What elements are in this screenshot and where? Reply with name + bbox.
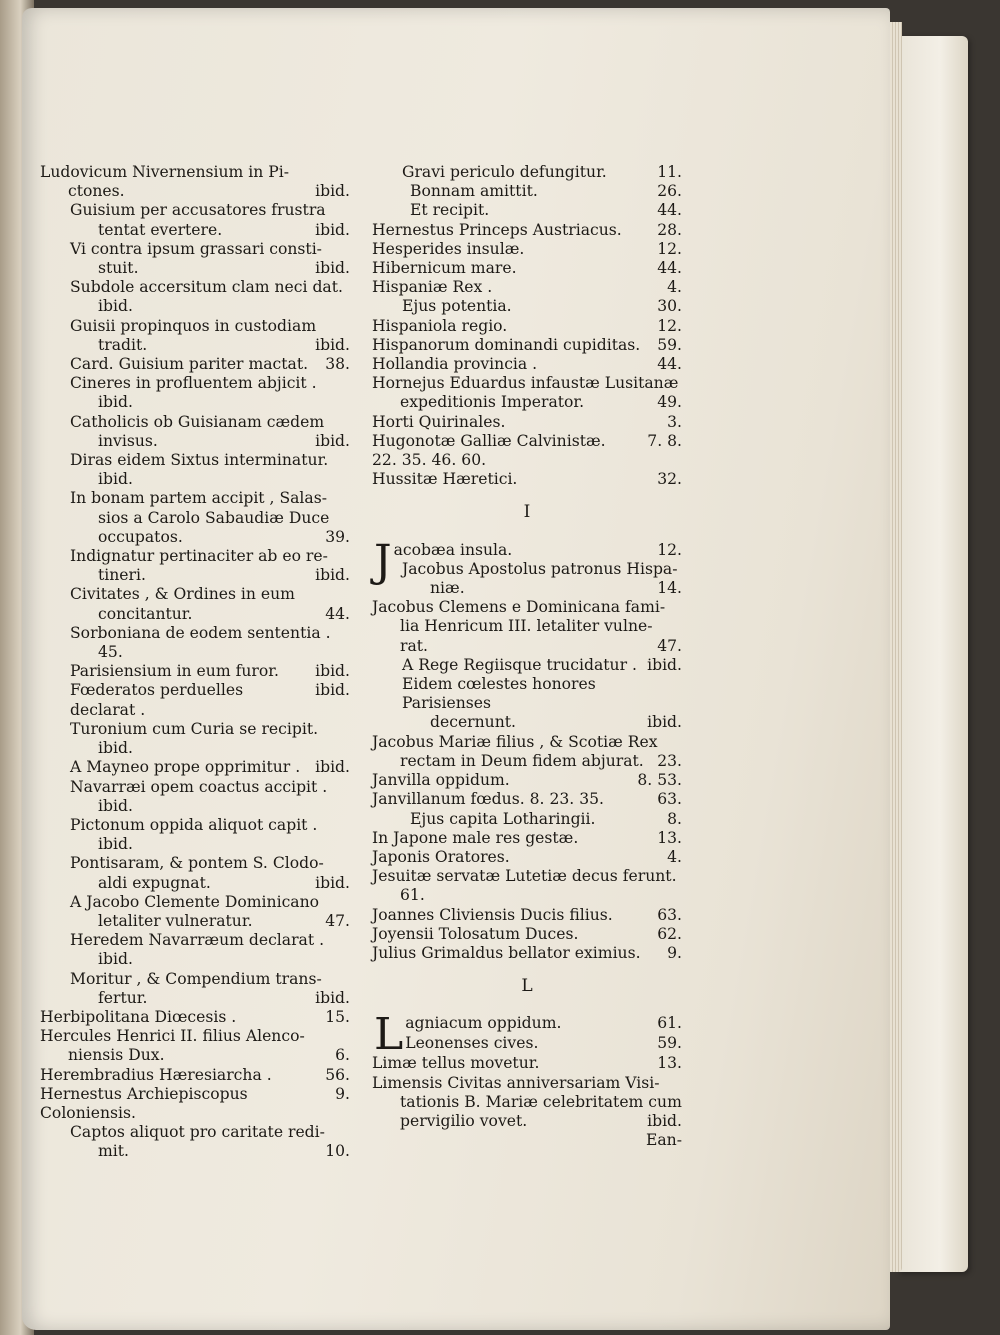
- entry-text: Joannes Cliviensis Ducis filius.: [372, 905, 613, 924]
- entry-page-ref: 44.: [657, 355, 682, 374]
- index-entry: [40, 1123, 350, 1161]
- entry-text: Julius Grimaldus bellator eximius.: [372, 943, 641, 962]
- entry-page-ref: ibid.: [315, 662, 350, 681]
- entry-text: sios a Carolo Sabaudiæ Duce: [98, 508, 330, 527]
- entry-page-ref: 44.: [657, 201, 682, 220]
- entry-page-ref: 49.: [657, 393, 682, 412]
- entry-text: In bonam partem accipit , Salas-: [70, 489, 327, 508]
- index-entry: [372, 278, 682, 297]
- entry-page-ref: ibid.: [315, 681, 350, 700]
- entry-page-ref: ibid.: [315, 431, 350, 450]
- entry-text: A Mayneo prope opprimitur .: [70, 758, 301, 777]
- index-entry: [40, 624, 350, 662]
- index-entry: [40, 1066, 350, 1085]
- entry-page-ref: 26.: [657, 182, 682, 201]
- index-entry: [40, 201, 350, 239]
- index-entry: [372, 848, 682, 867]
- index-entry: [40, 758, 350, 777]
- section-heading-l: L: [521, 976, 533, 997]
- entry-text: occupatos.: [98, 527, 183, 546]
- index-entries-i: [372, 560, 682, 963]
- entry-text: Parisiensium in eum furor.: [70, 662, 279, 681]
- index-entry: [372, 906, 682, 925]
- index-entry: [372, 790, 682, 809]
- index-entry: [40, 240, 350, 278]
- index-entry: [40, 1085, 350, 1123]
- entry-page-ref: 13.: [657, 828, 682, 847]
- entry-page-ref: 47.: [325, 911, 350, 930]
- entry-page-ref: 30.: [657, 297, 682, 316]
- index-entries-h-continued: [372, 163, 682, 489]
- entry-page-ref: ibid.: [315, 758, 350, 777]
- entry-text: Card. Guisium pariter mactat.: [70, 355, 309, 374]
- index-entry: [372, 867, 682, 905]
- entry-text: Joyensii Tolosatum Duces.: [372, 924, 579, 943]
- entry-page-ref: 12.: [657, 540, 682, 559]
- index-entry: [40, 1008, 350, 1027]
- index-entry: [372, 451, 682, 470]
- entry-page-ref: 32.: [657, 470, 682, 489]
- entry-page-ref: 59.: [657, 1033, 682, 1052]
- entry-page-ref: ibid.: [315, 566, 350, 585]
- section-l-first-entries: [372, 1009, 682, 1061]
- entry-text: concitantur.: [98, 604, 193, 623]
- entry-page-ref: 8.: [667, 809, 682, 828]
- entry-text: Et recipit.: [410, 201, 490, 220]
- index-entry: [372, 201, 682, 220]
- entry-page-ref: 12.: [657, 239, 682, 258]
- entry-text: 22. 35. 46. 60.: [372, 451, 487, 470]
- entry-page-ref: 7. 8.: [647, 431, 682, 450]
- entry-text: Hispaniola regio.: [372, 316, 508, 335]
- entry-text: letaliter vulneratur.: [98, 911, 253, 930]
- index-entry: [40, 681, 350, 719]
- entry-text: Pontisaram, & pontem S. Clodo-: [70, 854, 324, 873]
- index-entry: [372, 810, 682, 829]
- entry-page-ref: 62.: [657, 924, 682, 943]
- entry-page-ref: 61.: [657, 1014, 682, 1033]
- entry-text: expeditionis Imperator.: [400, 393, 585, 412]
- entry-text: Heredem Navarræum declarat .: [70, 931, 325, 950]
- index-entry: [40, 278, 350, 316]
- entry-page-ref: ibid.: [315, 220, 350, 239]
- entry-text: acobæa insula.: [393, 540, 513, 559]
- entry-text: Hernestus Archiepiscopus Coloniensis.: [40, 1084, 248, 1122]
- index-entry: [372, 1054, 682, 1073]
- entry-text: Eidem cœlestes honores Parisienses: [402, 675, 596, 713]
- index-entry: [40, 893, 350, 931]
- entry-text: agniacum oppidum.: [405, 1014, 562, 1033]
- entry-text: Jacobus Mariæ filius , & Scotiæ Rex: [372, 732, 658, 751]
- entry-text: Hornejus Eduardus infaustæ Lusitanæ: [372, 374, 679, 393]
- entry-page-ref: 4.: [667, 847, 682, 866]
- entry-page-ref: 47.: [657, 636, 682, 655]
- entry-text: Limensis Civitas anniversariam Visi-: [372, 1073, 660, 1092]
- index-entry: [372, 598, 682, 656]
- entry-text: Ludovicum Nivernensium in Pi-: [40, 163, 290, 181]
- index-entry: [372, 355, 682, 374]
- index-entry: [372, 432, 682, 451]
- index-entry: [372, 240, 682, 259]
- index-entry: [40, 854, 350, 892]
- entry-text: tentat evertere.: [98, 220, 223, 239]
- entry-text: ctones.: [68, 182, 125, 201]
- index-entry: [40, 374, 350, 412]
- index-entry: [40, 317, 350, 355]
- index-entry: [40, 489, 350, 547]
- entry-text: Bonnam amittit.: [410, 182, 538, 201]
- entry-text: ibid.: [98, 297, 133, 316]
- index-entry: [372, 560, 682, 598]
- entry-text: Moritur , & Compendium trans-: [70, 969, 322, 988]
- entry-page-ref: ibid.: [315, 182, 350, 201]
- entry-text: Fœderatos perduelles declarat .: [70, 681, 244, 719]
- entry-text: Captos aliquot pro caritate redi-: [70, 1123, 325, 1142]
- entry-text: Japonis Oratores.: [372, 847, 510, 866]
- entry-text: Ejus capita Lotharingii.: [410, 809, 596, 828]
- index-entry: [372, 374, 682, 412]
- entry-text: ibid.: [98, 393, 133, 412]
- entry-text: Diras eidem Sixtus interminatur.: [70, 451, 329, 470]
- entry-page-ref: 4.: [667, 278, 682, 297]
- index-entry: [372, 470, 682, 489]
- entry-text: Hussitæ Hæretici.: [372, 470, 518, 489]
- index-entry: [372, 413, 682, 432]
- entry-text: Hugonotæ Galliæ Calvinistæ.: [372, 431, 606, 450]
- entry-text: ibid.: [98, 950, 133, 969]
- entry-text: Subdole accersitum clam neci dat.: [70, 278, 343, 297]
- entry-text: Guisium per accusatores frustra: [70, 201, 326, 220]
- index-entry: [372, 675, 682, 733]
- index-entry: [372, 944, 682, 963]
- entry-text: In Japone male res gestæ.: [372, 828, 579, 847]
- index-entry: [372, 925, 682, 944]
- entry-text: ibid.: [98, 835, 133, 854]
- entry-page-ref: 23.: [657, 751, 682, 770]
- entry-text: Herbipolitana Diœcesis .: [40, 1007, 237, 1026]
- entry-text: Hollandia provincia .: [372, 355, 538, 374]
- entry-text: ibid.: [98, 470, 133, 489]
- entry-page-ref: 8. 53.: [637, 771, 682, 790]
- entry-page-ref: ibid.: [315, 988, 350, 1007]
- entry-page-ref: 6.: [335, 1046, 350, 1065]
- entry-page-ref: 12.: [657, 316, 682, 335]
- entry-text: Horti Quirinales.: [372, 412, 506, 431]
- entry-text: pervigilio vovet.: [400, 1111, 528, 1130]
- entry-page-ref: 28.: [657, 220, 682, 239]
- entry-page-ref: ibid.: [647, 1111, 682, 1130]
- index-entry: [372, 733, 682, 771]
- entry-page-ref: 10.: [325, 1142, 350, 1161]
- book-cover-edge: [898, 36, 968, 1272]
- entry-text: Hispaniæ Rex .: [372, 278, 493, 297]
- entry-text: rectam in Deum fidem abjurat.: [400, 751, 644, 770]
- entry-text: ibid.: [98, 796, 133, 815]
- entry-text: Pictonum oppida aliquot capit .: [70, 815, 318, 834]
- entry-text: Indignatur pertinaciter ab eo re-: [70, 547, 328, 566]
- entry-text: Janvilla oppidum.: [372, 771, 510, 790]
- entry-text: Hesperides insulæ.: [372, 239, 525, 258]
- catchword: Ean-: [646, 1131, 682, 1150]
- index-entry: [40, 355, 350, 374]
- entry-text: rat.: [400, 636, 428, 655]
- entry-text: Janvillanum fœdus. 8. 23. 35.: [372, 790, 605, 809]
- index-entry: [372, 656, 682, 675]
- entry-text: Navarræi opem coactus accipit .: [70, 777, 328, 796]
- entry-text: Cineres in profluentem abjicit .: [70, 374, 317, 393]
- drop-cap-l: L: [374, 1009, 404, 1061]
- entry-text: lia Henricum III. letaliter vulne-: [400, 617, 653, 636]
- entry-page-ref: ibid.: [315, 873, 350, 892]
- entry-text: Hercules Henrici II. filius Alenco-: [40, 1027, 305, 1046]
- index-column-right: [372, 163, 682, 1150]
- entry-text: stuit.: [98, 259, 139, 278]
- entry-text: aldi expugnat.: [98, 873, 211, 892]
- entry-page-ref: 13.: [657, 1054, 682, 1073]
- entry-text: Herembradius Hæresiarcha .: [40, 1065, 272, 1084]
- index-entry: [40, 970, 350, 1008]
- entry-page-ref: ibid.: [647, 655, 682, 674]
- entry-text: Civitates , & Ordines in eum: [70, 585, 295, 604]
- entry-text: A Jacobo Clemente Dominicano: [70, 892, 320, 911]
- entry-text: mit.: [98, 1142, 129, 1161]
- index-entry: [372, 182, 682, 201]
- index-entry: [40, 547, 350, 585]
- entry-text: Hispanorum dominandi cupiditas.: [372, 335, 641, 354]
- entry-text: Turonium cum Curia se recipit.: [70, 719, 319, 738]
- entry-page-ref: ibid.: [647, 713, 682, 732]
- entry-text: Catholicis ob Guisianam cædem: [70, 412, 325, 431]
- entry-text: decernunt.: [430, 713, 516, 732]
- index-entry: [372, 1074, 682, 1132]
- entry-text: Jacobus Clemens e Dominicana fami-: [372, 598, 666, 617]
- entry-page-ref: 15.: [325, 1007, 350, 1026]
- index-entry: [40, 451, 350, 489]
- index-entry: [372, 771, 682, 790]
- entry-text: tationis B. Mariæ celebritatem cum: [400, 1092, 682, 1111]
- entry-text: Sorboniana de eodem sententia .: [70, 623, 331, 642]
- index-column-left: [40, 163, 350, 1162]
- index-entry: [40, 720, 350, 758]
- entry-page-ref: ibid.: [315, 259, 350, 278]
- entry-text: ibid.: [98, 739, 133, 758]
- entry-text: tradit.: [98, 335, 148, 354]
- entry-page-ref: ibid.: [315, 335, 350, 354]
- entry-text: invisus.: [98, 431, 158, 450]
- index-entry: [372, 336, 682, 355]
- entry-text: fertur.: [98, 988, 148, 1007]
- entry-page-ref: 9.: [335, 1084, 350, 1103]
- index-entry: [372, 163, 682, 182]
- index-entry: [372, 317, 682, 336]
- entry-page-ref: 44.: [657, 259, 682, 278]
- entry-page-ref: 39.: [325, 527, 350, 546]
- entry-text: Vi contra ipsum grassari consti-: [70, 239, 322, 258]
- index-entry: [372, 221, 682, 240]
- entry-text: Jesuitæ servatæ Lutetiæ decus ferunt.: [372, 867, 677, 886]
- entry-page-ref: 14.: [657, 579, 682, 598]
- index-entry: [40, 1027, 350, 1065]
- entry-text: Leonenses cives.: [405, 1033, 539, 1052]
- entry-text: Hibernicum mare.: [372, 259, 517, 278]
- index-entries-l: [372, 1054, 682, 1131]
- index-entry: [40, 778, 350, 816]
- entry-page-ref: 44.: [325, 604, 350, 623]
- index-entry: [372, 297, 682, 316]
- entry-text: Limæ tellus movetur.: [372, 1054, 540, 1073]
- entry-page-ref: 3.: [667, 412, 682, 431]
- index-entry: [40, 585, 350, 623]
- index-entry: [372, 829, 682, 848]
- index-entry: [40, 662, 350, 681]
- entry-text: niensis Dux.: [68, 1046, 165, 1065]
- index-entry: [372, 259, 682, 278]
- index-entry: [40, 413, 350, 451]
- entry-page-ref: 63.: [657, 905, 682, 924]
- section-heading-i: I: [523, 502, 531, 523]
- entry-page-ref: 9.: [667, 943, 682, 962]
- entry-page-ref: 56.: [325, 1065, 350, 1084]
- entry-text: Jacobus Apostolus patronus Hispa-: [402, 559, 678, 578]
- entry-text: tineri.: [98, 566, 146, 585]
- index-entry: [40, 163, 350, 201]
- drop-cap-j: J: [374, 535, 392, 587]
- entry-text: A Rege Regiisque trucidatur .: [402, 655, 637, 674]
- entry-text: Guisii propinquos in custodiam: [70, 316, 317, 335]
- entry-page-ref: 59.: [657, 335, 682, 354]
- index-entry: [40, 816, 350, 854]
- index-entry: [40, 931, 350, 969]
- entry-page-ref: 38.: [325, 355, 350, 374]
- entry-text: 45.: [98, 643, 123, 662]
- entry-text: Hernestus Princeps Austriacus.: [372, 220, 622, 239]
- entry-page-ref: 11.: [657, 163, 682, 181]
- entry-text: niæ.: [430, 579, 465, 598]
- entry-text: Ejus potentia.: [402, 297, 512, 316]
- entry-page-ref: 63.: [657, 790, 682, 809]
- entry-text: 61.: [400, 886, 425, 905]
- entry-text: Gravi periculo defungitur.: [402, 163, 607, 181]
